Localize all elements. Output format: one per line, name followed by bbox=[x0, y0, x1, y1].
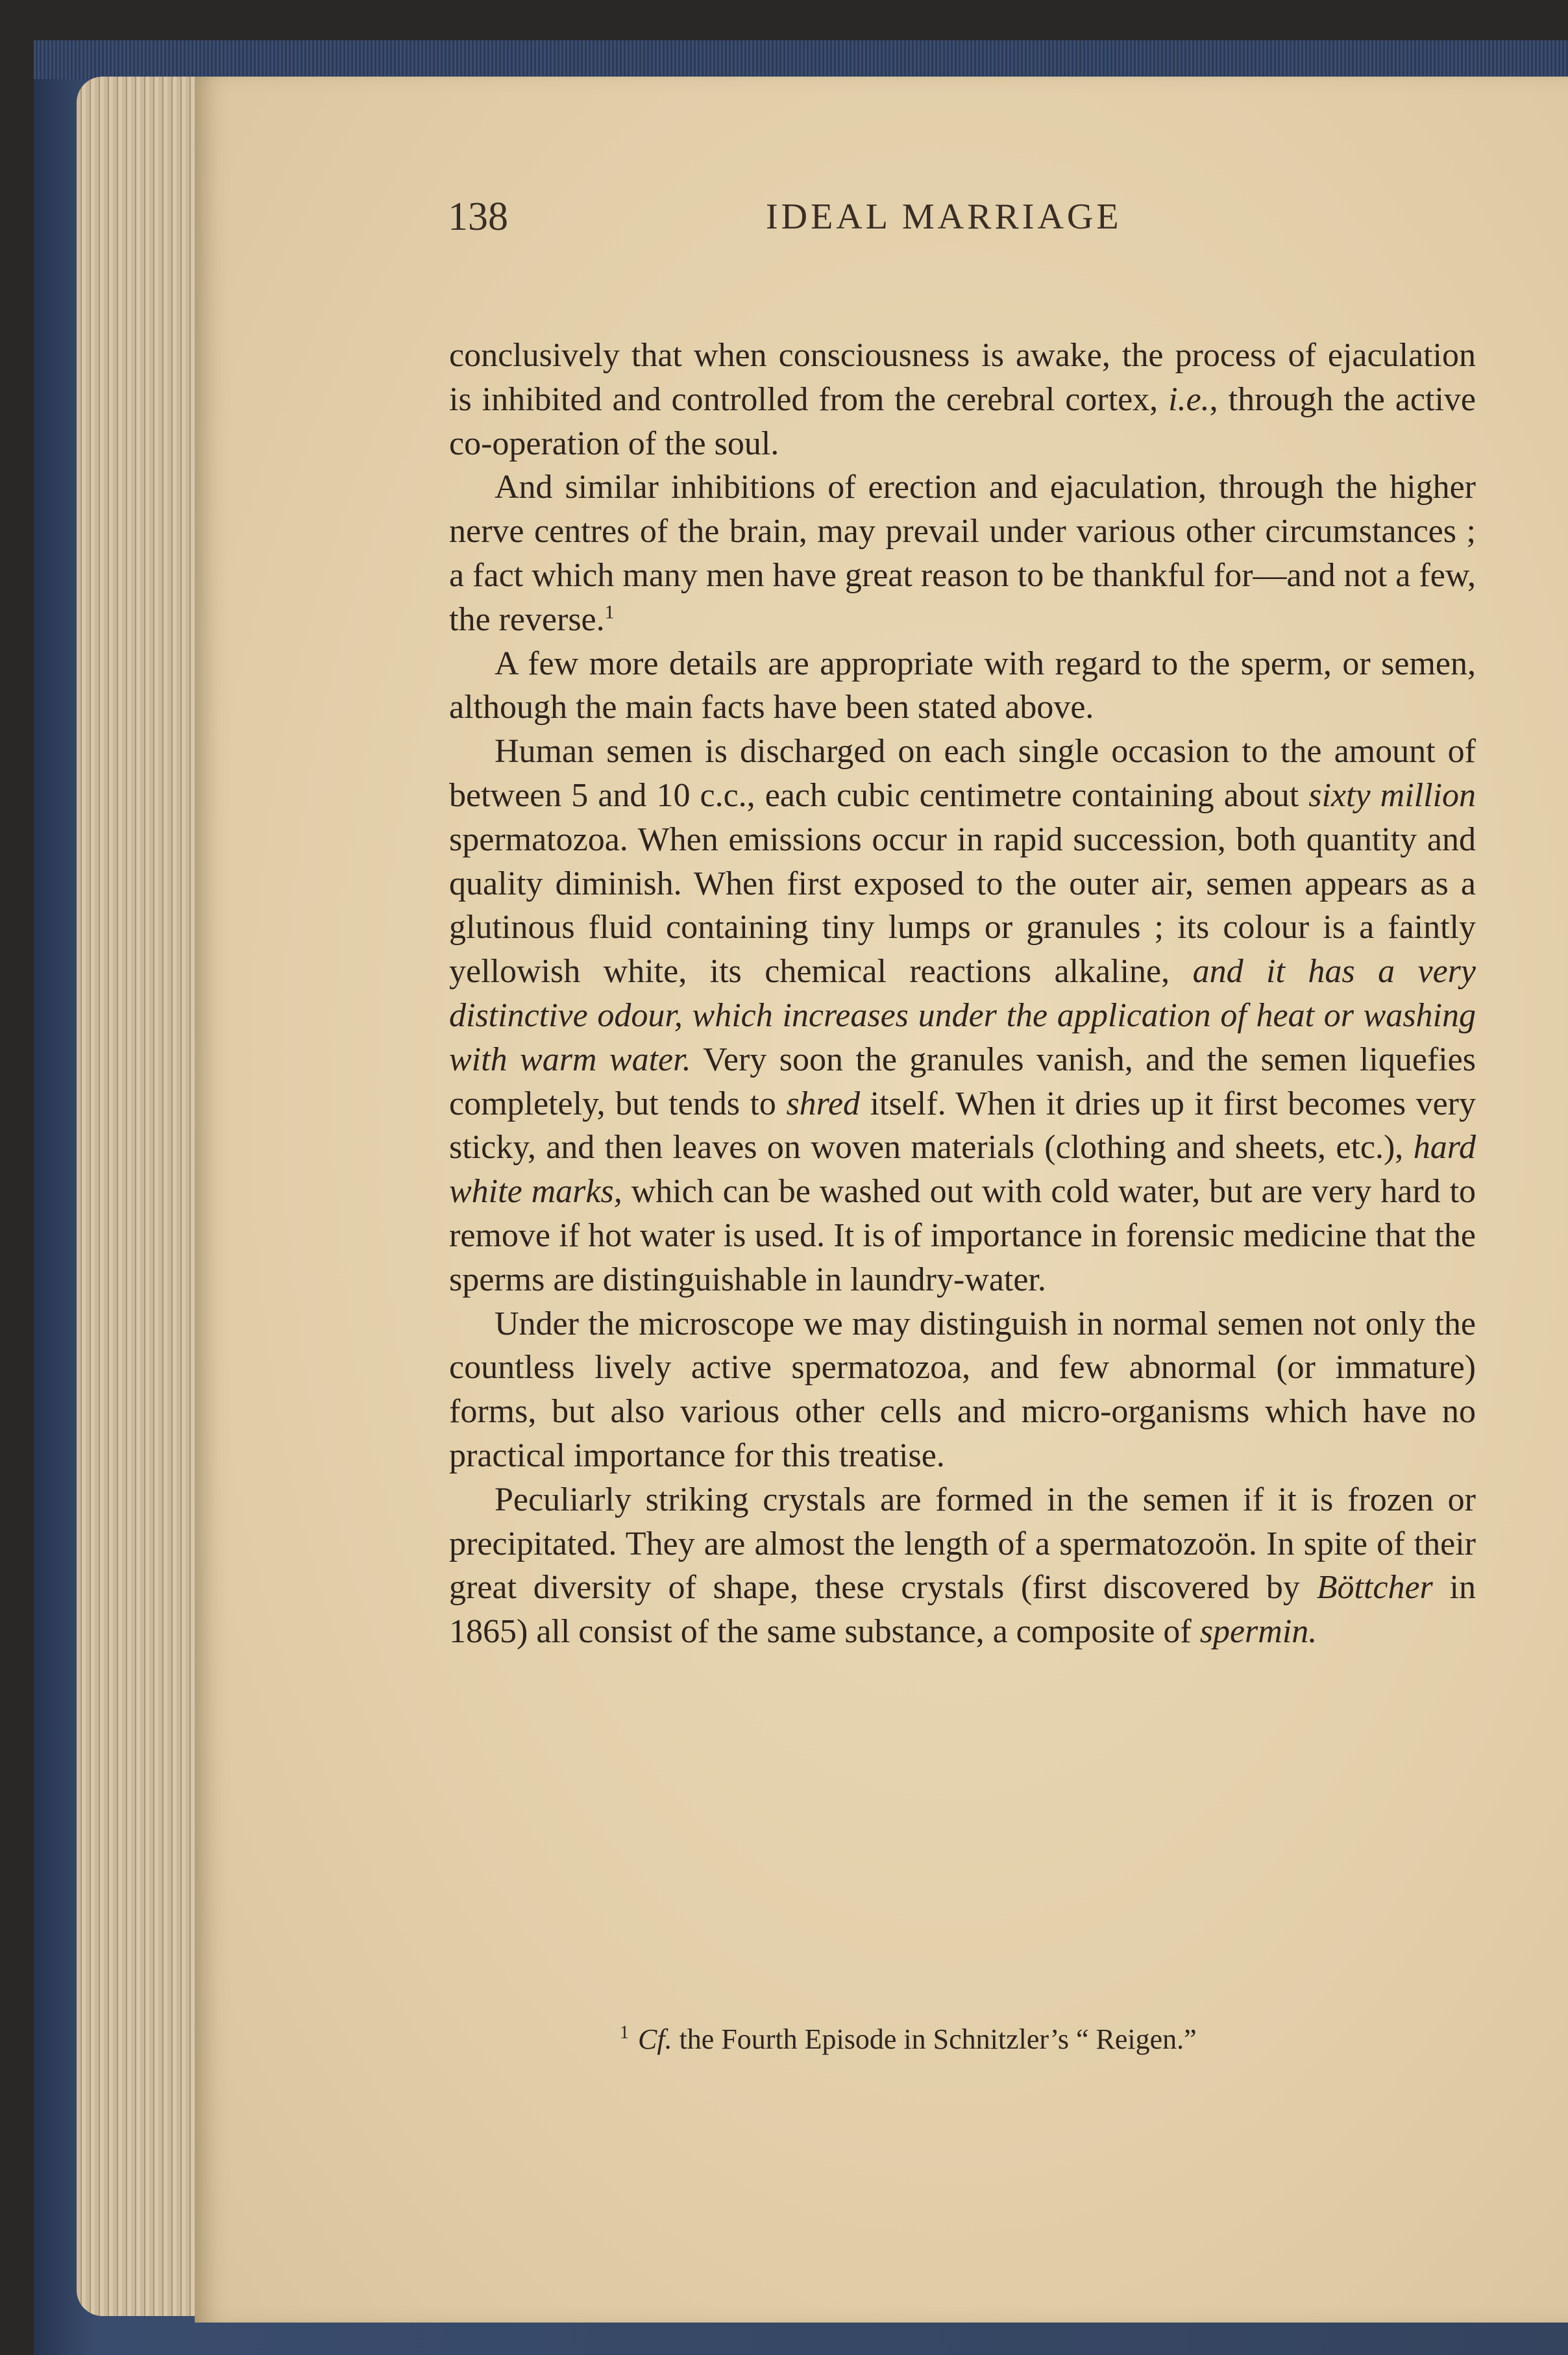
footnote-mark: 1 bbox=[620, 2023, 629, 2043]
body-text bbox=[449, 334, 1476, 1654]
paragraph bbox=[449, 642, 1476, 730]
italic-run: Böttcher bbox=[1316, 1569, 1433, 1607]
italic-run: hard white marks, bbox=[449, 1129, 1476, 1211]
running-head: IDEAL MARRIAGE bbox=[766, 197, 1122, 237]
text-run: , through the active co-operation of the soul. bbox=[449, 380, 1476, 462]
paragraph bbox=[449, 1302, 1476, 1478]
text-run: And similar inhibitions of erection and ejaculation, through the higher nerve centres of the brain, may prevail under various other circumstances ; a fact which many men have great reason to be thankful for—and not a few, the reverse. bbox=[449, 469, 1476, 638]
text-run: Peculiarly striking crystals are formed in the semen if it is frozen or precipitated. They are almost the length of a spermatozoön. In spite of their great diversity of shape, these crystals (first discovered by bbox=[449, 1481, 1476, 1607]
footnote bbox=[620, 2020, 1464, 2059]
italic-run: shred bbox=[786, 1085, 861, 1122]
text-run: which can be washed out with cold water, but are very hard to remove if hot water is used. It is of importance in forensic medicine that the sperms are distinguishable in laundry-water. bbox=[449, 1173, 1476, 1298]
text-run: Under the microscope we may distinguish in normal semen not only the countless lively active spermatozoa, and few abnormal (or immature) forms, but also various other cells and micro-organisms which have no practical importance for this treatise. bbox=[449, 1305, 1476, 1474]
book-spine-cloth bbox=[34, 40, 1568, 79]
text-run: A few more details are appropriate with regard to the sperm, or semen, although the main facts have been stated above. bbox=[449, 645, 1476, 726]
italic-run: spermin. bbox=[1199, 1613, 1317, 1651]
footnote-reference: 1 bbox=[604, 601, 615, 623]
text-run: Very soon the granules vanish, and the semen liquefies completely, but tends to bbox=[449, 1041, 1476, 1122]
paragraph bbox=[449, 1478, 1476, 1654]
page-number: 138 bbox=[448, 195, 508, 239]
italic-run: sixty million bbox=[1308, 776, 1476, 814]
text-run: spermatozoa. When emissions occur in rapid succession, both quantity and quality diminish. When first exposed to the outer air, semen appears as a glutinous fluid containing tiny lumps or granules ; its colour is a faintly yellowish white, its chemical reactions alkaline, bbox=[449, 820, 1476, 991]
footnote-text: the Fourth Episode in Schnitzler’s “ Reigen.” bbox=[672, 2023, 1197, 2055]
text-run: in 1865) all consist of the same substance, a composite of bbox=[449, 1569, 1476, 1651]
page-header bbox=[0, 184, 1568, 249]
text-run: Human semen is discharged on each single occasion to the amount of between 5 and 10 c.c., each cubic centimetre containing about bbox=[449, 733, 1476, 814]
paragraph bbox=[449, 465, 1476, 641]
paragraph bbox=[449, 730, 1476, 1301]
paragraph bbox=[449, 334, 1476, 465]
footnote-cf: Cf. bbox=[638, 2023, 672, 2055]
text-run: conclusively that when consciousness is awake, the process of ejaculation is inhibited and controlled from the cerebral cortex, bbox=[449, 337, 1476, 418]
italic-run: and it has a very distinctive odour, which increases under the application of heat or washing with warm water. bbox=[449, 953, 1476, 1078]
italic-run: i.e. bbox=[1168, 380, 1210, 418]
text-run: itself. When it dries up it first becomes very sticky, and then leaves on woven materials (clothing and sheets, etc.), bbox=[449, 1085, 1476, 1166]
